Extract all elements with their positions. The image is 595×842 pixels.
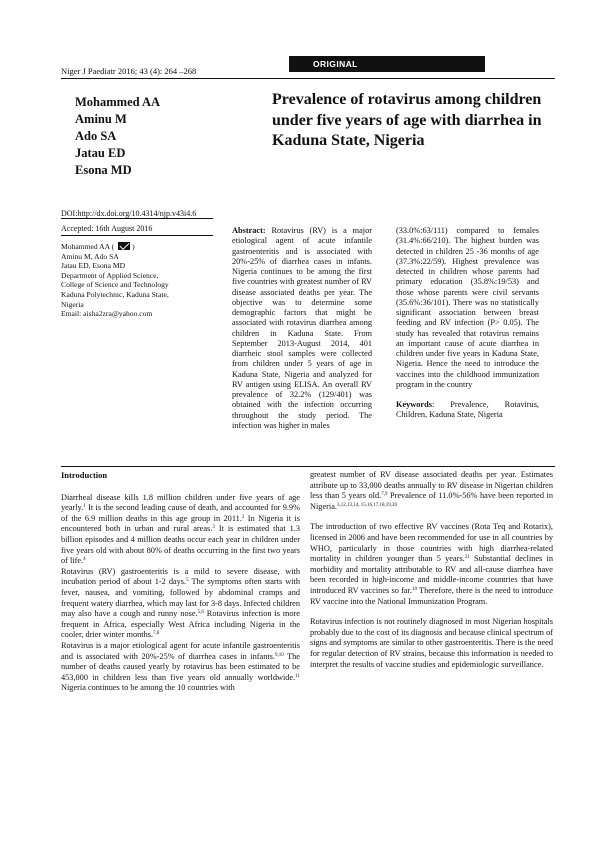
abstract-text: (33.0%:63/111) compared to females (31.4%:66/210). The highest burden was detected in children 25 -36 months of age (37.3%:22/59). Highest prevalence was detected in children whose parents had primary education (35.8%:19/53) and those whose parents were civil servants (35.6%:36/101). There was no statistically significant association between breast feeding and RV infection (P> 0.05). The study has revealed that rotavirus remains an important cause of acute diarrhea in children under five years in Kaduna State, Nigeria. Hence the need to introduce the vaccines into the childhood immunization program in the country	[396, 226, 539, 389]
doi-link[interactable]: DOI:http://dx.doi.org/10.4314/njp.v43i4.6	[61, 209, 197, 218]
author-name: Esona MD	[75, 163, 132, 177]
author-name: Ado SA	[75, 129, 117, 143]
body-column-2	[310, 470, 553, 670]
paragraph: Diarrheal disease kills 1.8 million children under five years of age yearly.$^1$ It is the second leading cause of death, and accounted for 9.9% of the 6.9 million deaths in this age group in 2011.$^2$ In Nigeria it is encountered both in urban and rural areas.$^3$ It is estimated that 1.3 billion episodes and 4 million deaths occur each year in children under five years old with about 80% of deaths occurring in the first two years of life.$^4$	[61, 492, 300, 566]
accepted-date: Accepted: 16th August 2016	[61, 224, 153, 233]
abstract-column-2	[396, 226, 539, 421]
author-list	[75, 94, 160, 179]
affiliation-college: College of Science and Technology	[61, 280, 169, 290]
article-title: Prevalence of rotavirus among children under five years of age with diarrhea in Kaduna State, Nigeria	[272, 91, 542, 149]
affiliation-country: Nigeria	[61, 299, 84, 309]
affiliation-institution: Kaduna Polytechnic, Kaduna State,	[61, 289, 169, 299]
keywords: : Prevalence, Rotavirus, Children, Kaduna State, Nigeria	[396, 400, 539, 420]
section-label: ORIGINAL	[289, 56, 485, 72]
paragraph: Rotavirus infection is not routinely diagnosed in most Nigerian hospitals probably due to the cost of its diagnosis and because clinical spectrum of signs and symptoms are similar to other gastroenteritis. There is the need for regular detection of RV strains, because this information is needed to interpret the results of vaccine studies and epidemiologic surveillance.	[310, 617, 553, 669]
section-heading: Introduction	[61, 470, 108, 480]
paragraph: The introduction of two effective RV vaccines (Rota Teq and Rotarix), licensed in 2006 and have been recommended for use in all countries by WHO, particularly in those countries with high diarrhea-related mortality in children younger than 5 years.$^{21}$ Substantial declines in morbidity and mortality attributable to RV and all-cause diarrhea have been recorded in high-income and middle-income countries that have introduced RV vaccines so far.$^{10}$ Therefore, there is the need to introduce RV vaccine into the National Immunization Program.	[310, 522, 554, 606]
header-rule	[61, 78, 555, 79]
paragraph: greatest number of RV disease associated deaths per year. Estimates attribute up to 33,000 deaths annually to RV disease in Nigerian children less than 5 years old.$^{7,9}$ Prevalence of 11.0%-56% have been reported in Nigeria.$^{3,12,13,14, 15,16,17,18,19,20}$	[310, 470, 554, 511]
keywords-label: Keywords	[396, 400, 432, 409]
email-address[interactable]: Email: aisha2zra@yahoo.com	[61, 309, 153, 319]
divider	[61, 235, 213, 236]
author-name: Mohammed AA	[75, 95, 161, 109]
correspondence-block	[61, 242, 216, 319]
coauthors: Aminu M, Ado SA	[61, 251, 119, 261]
abstract-column-1	[232, 226, 372, 431]
envelope-icon	[118, 242, 130, 250]
body-column-1	[61, 470, 300, 694]
journal-citation: Niger J Paediatr 2016; 43 (4): 264 –268	[61, 66, 197, 76]
paren: (	[111, 242, 115, 251]
author-name: Jatau ED	[75, 146, 126, 160]
author-name: Aminu M	[75, 112, 127, 126]
paren: )	[132, 242, 135, 251]
corresponding-author: Mohammed AA	[61, 242, 110, 251]
divider	[61, 218, 213, 219]
coauthors: Jatau ED, Esona MD	[61, 261, 126, 271]
affiliation-dept: Department of Applied Science,	[61, 270, 159, 280]
paragraph: Rotavirus is a major etiological agent for acute infantile gastroenteritis and is associated with 20%-25% of diarrhea cases in infants.$^{9,10}$ The number of deaths caused yearly by rotavirus has been estimated to be 453,000 in children less than five years old annually worldwide.$^{11}$ Nigeria continues to be among the 10 countries with	[61, 640, 300, 693]
abstract-label: Abstract:	[232, 226, 266, 235]
abstract-text: Rotavirus (RV) is a major etiological agent of acute infantile gastroenteritis and is associated with 20%-25% of diarrhea cases in infants. Nigeria continues to be among the first five countries with greatest number of RV disease associated deaths per year. The objective was to determine some demographic factors that might be associated with rotavirus diarrhea among children in Kaduna State. From September 2013-August 2014, 401 diarrheic stool samples were collected from children under 5 years of age in Kaduna State, Nigeria and analyzed for RV antigen using ELISA. An overall RV prevalence of 32.2% (129/401) was obtained with the infection occurring throughout the study period. The infection was higher in males	[232, 226, 372, 430]
section-divider	[61, 466, 555, 467]
paragraph: Rotavirus (RV) gastroenteritis is a mild to severe disease, with incubation period of about 1-2 days.$^5$ The symptoms often starts with fever, nausea, and vomiting, followed by abdominal cramps and frequent watery diarrhea, which may last for 3-8 days. Infected children may also have a cough and runny nose.$^{5,6}$ Rotavirus infection is more frequent in Africa, especially West Africa including Nigeria in the cooler, drier winter months.$^{7,8}$	[61, 566, 301, 640]
